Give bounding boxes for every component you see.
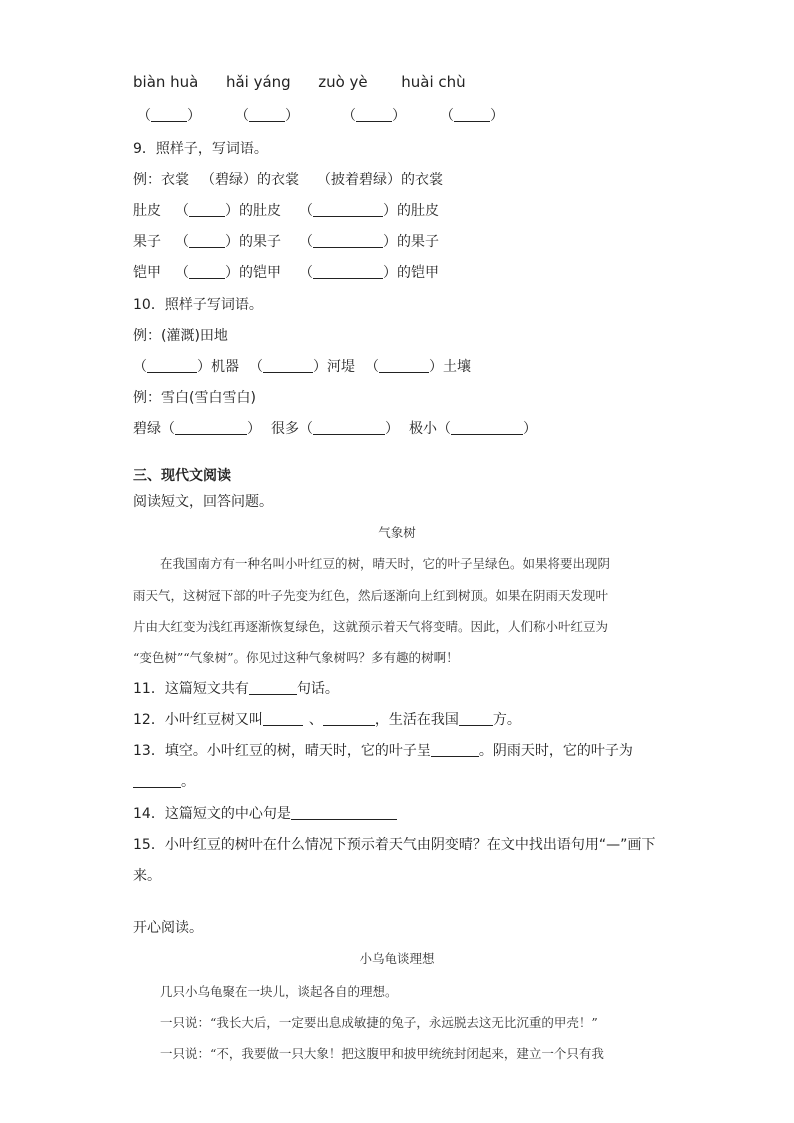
happy-line-3: 一只说：“不，我要做一只大象！把这腹甲和披甲统统封闭起来，建立一个只有我	[160, 1046, 604, 1061]
q15-line-1: 15．小叶红豆的树叶在什么情况下预示着天气由阴变晴？在文中找出语句用“—”画下	[133, 837, 656, 853]
q13-line-2: 。	[133, 773, 195, 791]
q12-blank-2[interactable]	[323, 711, 375, 726]
q10-blank-3[interactable]: （ ）	[365, 359, 443, 375]
passage-line-2: 雨天气，这树冠下部的叶子先变为红色，然后逐渐向上红到树顶。如果在阴雨天发现叶	[133, 588, 609, 603]
passage-line-4: “变色树”“气象树”。你见过这种气象树吗？多有趣的树啊！	[133, 650, 459, 665]
q10-title: 10．照样子写词语。	[133, 297, 263, 313]
q13-blank-1[interactable]	[431, 742, 479, 757]
q10-blank-2[interactable]: （ ）	[249, 359, 327, 375]
q9-row-1: 肚皮 （ ）的肚皮 （ ）的肚皮	[133, 203, 439, 219]
pinyin-blank-3[interactable]: （ ）	[342, 108, 406, 124]
q11: 11．这篇短文共有 句话。	[133, 681, 339, 697]
q9-blank-1b[interactable]: （ ）	[299, 203, 397, 219]
q9-row-3: 铠甲 （ ）的铠甲 （ ）的铠甲	[133, 265, 439, 281]
q10-row-2: 碧绿（ ） 很多（ ） 极小（ ）	[133, 421, 537, 437]
q10-example-1: 例：(灌溉)田地	[133, 328, 228, 344]
q9-example: 例：衣裳 （碧绿）的衣裳 （披着碧绿）的衣裳	[133, 172, 443, 188]
passage-title: 气象树	[378, 525, 416, 540]
q9-blank-2a[interactable]: （ ）	[175, 234, 239, 250]
q9-row-2: 果子 （ ）的果子 （ ）的果子	[133, 234, 439, 250]
q15-line-2: 来。	[133, 868, 161, 884]
section-heading: 三、现代文阅读	[133, 468, 231, 484]
q9-blank-1a[interactable]: （ ）	[175, 203, 239, 219]
happy-passage-title: 小乌龟谈理想	[359, 951, 435, 966]
pinyin-blank-4[interactable]: （ ）	[440, 108, 504, 124]
pinyin-1: biàn huà	[133, 73, 199, 91]
q9-title: 9．照样子，写词语。	[133, 141, 268, 157]
passage-line-3: 片由大红变为浅红再逐渐恢复绿色，这就预示着天气将变晴。因此，人们称小叶红豆为	[133, 619, 609, 634]
happy-reading-heading: 开心阅读。	[133, 920, 203, 936]
q12-blank-1[interactable]	[263, 711, 303, 726]
q10-blank-6[interactable]: （ ）	[437, 421, 537, 437]
pinyin-blank-1[interactable]: （ ）	[137, 108, 201, 124]
q14-blank[interactable]	[291, 805, 397, 820]
q10-blank-4[interactable]: （ ）	[161, 421, 261, 437]
q10-row-1: （ ）机器 （ ）河堤 （ ）土壤	[133, 359, 471, 375]
q14: 14．这篇短文的中心句是	[133, 805, 397, 823]
happy-line-2: 一只说：“我长大后，一定要出息成敏捷的兔子，永远脱去这无比沉重的甲壳！”	[160, 1015, 598, 1030]
q9-blank-3a[interactable]: （ ）	[175, 265, 239, 281]
pinyin-4: huài chù	[401, 73, 466, 91]
reading-instruction: 阅读短文，回答问题。	[133, 494, 273, 510]
q13-line-1: 13．填空。小叶红豆的树，晴天时，它的叶子呈 。阴雨天时，它的叶子为	[133, 743, 633, 759]
pinyin-3: zuò yè	[318, 73, 368, 91]
pinyin-row	[133, 73, 466, 91]
q12: 12．小叶红豆树又叫 、 ，生活在我国 方。	[133, 712, 521, 728]
q9-blank-2b[interactable]: （ ）	[299, 234, 397, 250]
q11-blank[interactable]	[249, 680, 297, 695]
happy-line-1: 几只小乌龟聚在一块儿，谈起各自的理想。	[160, 984, 398, 999]
pinyin-2: hǎi yáng	[225, 73, 291, 91]
q9-blank-3b[interactable]: （ ）	[299, 265, 397, 281]
q13-blank-2[interactable]	[133, 773, 181, 788]
pinyin-blank-2[interactable]: （ ）	[235, 108, 299, 124]
q10-blank-1[interactable]: （ ）	[133, 359, 211, 375]
q12-blank-3[interactable]	[459, 711, 493, 726]
q10-example-2: 例：雪白(雪白雪白)	[133, 390, 256, 406]
passage-line-1: 在我国南方有一种名叫小叶红豆的树，晴天时，它的叶子呈绿色。如果将要出现阴	[160, 556, 611, 571]
q10-blank-5[interactable]: （ ）	[299, 421, 399, 437]
